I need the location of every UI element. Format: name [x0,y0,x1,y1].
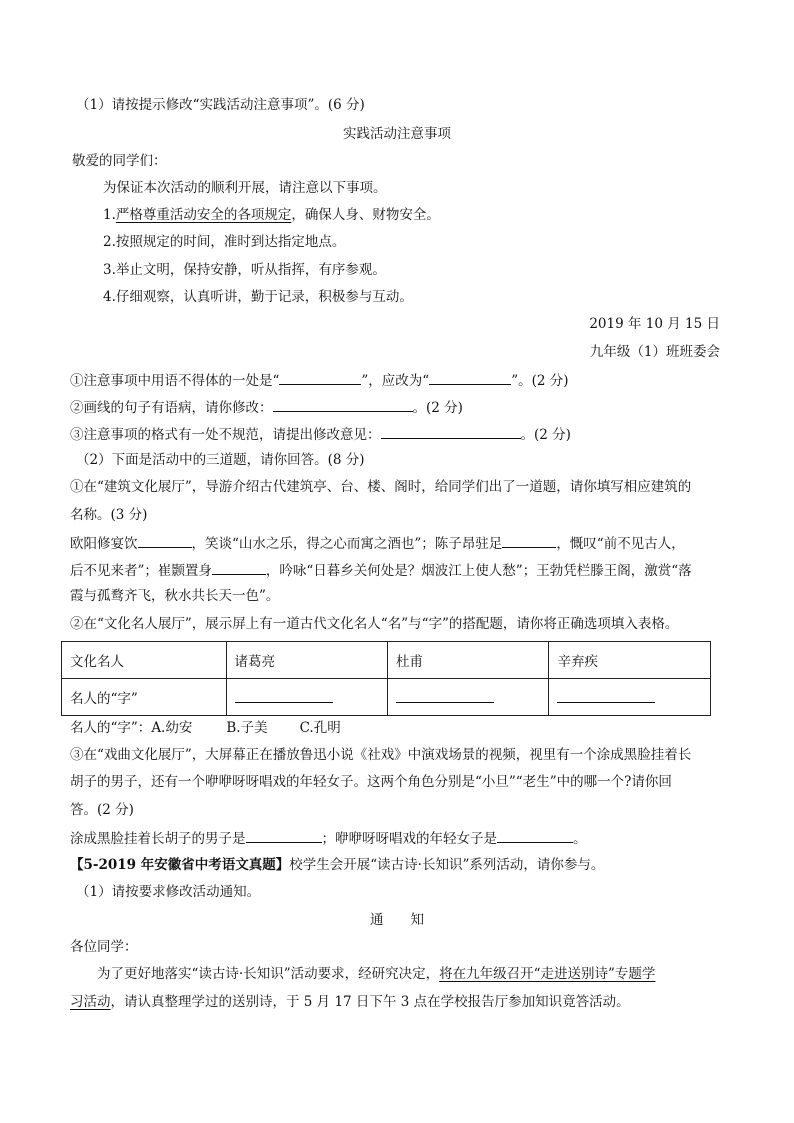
option-b: B.子美 [226,720,268,736]
para-l2-b: ，请认真整理学过的送别诗，于 5 月 17 日下午 3 点在学校报告厅参加知识竟答活动。 [110,994,630,1010]
notice-item-4: 4.仔细观察，认真听讲，勤于记录，积极参与互动。 [103,289,413,305]
intro-text: 为保证本次活动的顺利开展，请注意以下事项。 [103,180,387,196]
ans-text-c: 。 [573,831,587,847]
sub-question-2 [70,397,463,417]
notice-signature: 九年级（1）班班委会 [589,344,720,360]
table-cell: 名人的“字” [62,679,227,716]
sub1-text-b: ”，应改为“ [361,373,430,389]
table-cell: 诸葛亮 [226,642,387,679]
answer-blank[interactable] [279,370,361,385]
exam-source-tag: 【5-2019 年安徽省中考语文真题】 [70,857,290,873]
notice-date: 2019 年 10 月 15 日 [589,316,720,332]
notice-2-title [0,911,794,929]
sub3-text-a: ③注意事项的格式有一处不规范，请提出修改意见： [70,427,381,443]
name-matching-table [61,641,711,716]
question-2-header: （2）下面是活动中的三道题，请你回答。(8 分) [76,452,365,468]
para-l1-a: 为了更好地落实“读古诗·长知识”活动要求，经研究决定， [97,966,440,982]
notice-item-2: 2.按照规定的时间，准时到达指定地点。 [103,234,346,250]
answer-blank[interactable] [497,828,573,843]
ans-text-b: ；咿咿呀呀唱戏的年轻女子是 [321,831,497,847]
answer-blank[interactable] [138,533,192,548]
answer-blank[interactable] [429,370,511,385]
question-2a-line-1: ①在“建筑文化展厅”，导游介绍古代建筑亭、台、楼、阁时，给同学们出了一道题，请你填写相应建筑的 [70,479,692,495]
answer-blank[interactable] [396,688,494,703]
poem-l2-a: 后不见来者”；崔颢置身 [70,563,212,579]
notice-item-1 [103,206,440,224]
notice-title-text: 实践活动注意事项 [343,126,451,142]
sub-question-3 [70,424,571,444]
poem-passage-line-2 [70,560,692,580]
notice-title [0,125,794,143]
poem-passage-line-1 [70,533,685,553]
option-c: C.孔明 [299,720,341,736]
notice-item-3: 3.举止文明，保持安静，听从指挥，有序参观。 [103,262,386,278]
option-a: A.幼安 [151,720,193,736]
greeting: 敬爱的同学们： [72,153,167,169]
item-1-prefix: 1. [103,207,116,223]
poem-l2-b: ，吟咏“日暮乡关何处是？烟波江上使人愁”；王勃凭栏滕王阁，激赏“落 [265,563,692,579]
table-answer-cell[interactable] [387,679,548,716]
table-cell: 杜甫 [387,642,548,679]
answer-blank[interactable] [381,424,521,439]
question-1-header: （1）请按提示修改“实践活动注意事项”。(6 分) [76,97,365,113]
answer-blank[interactable] [557,688,655,703]
sub3-text-b: 。(2 分) [520,427,571,443]
poem-passage-line-3: 霞与孤鹜齐飞，秋水共长天一色”。 [70,588,280,604]
notice-2-greeting: 各位同学： [70,939,138,955]
table-answer-cell[interactable] [226,679,387,716]
poem-l1-b: ，笑谈“山水之乐，得之心而寓之酒也”；陈子昂驻足 [191,536,503,552]
table-cell: 文化名人 [62,642,227,679]
poem-l1-c: ，慨叹“前不见古人， [556,536,685,552]
table-answer-cell[interactable] [549,679,711,716]
table-row [62,679,711,716]
notice-2-para-line-2 [70,993,630,1011]
ans-text-a: 涂成黑脸挂着长胡子的男子是 [70,831,246,847]
question-2c-answer [70,828,587,848]
answer-blank[interactable] [212,560,266,575]
exam-source-line [70,856,604,874]
question-2c-line-1: ③在“戏曲文化展厅”，大屏幕正在播放鲁迅小说《社戏》中演戏场景的视频，视里有一个涂成黑脸挂着长 [70,747,692,763]
notice-2-title-text: 通 知 [370,912,424,928]
poem-l1-a: 欧阳修宴饮 [70,536,138,552]
answer-blank[interactable] [273,397,413,412]
question-2b: ②在“文化名人展厅”，展示屏上有一道古代文化名人“名”与“字”的搭配题，请你将正确选项填入表格。 [70,616,679,632]
sub-question-1 [70,370,569,390]
para-l1-underlined: 将在九年级召开“走进送别诗”专题学 [439,966,656,982]
table-cell: 辛弃疾 [549,642,711,679]
question-2c-line-3: 答。(2 分) [70,802,134,818]
sub1-text-a: ①注意事项中用语不得体的一处是“ [70,373,280,389]
table-header-row [62,642,711,679]
section-3-question-1: （1）请按要求修改活动通知。 [76,884,261,900]
question-2c-line-2: 胡子的男子，还有一个咿咿呀呀唱戏的年轻女子。这两个角色分别是“小旦”“老生”中的哪一个?请你回 [70,774,672,790]
answer-blank[interactable] [235,688,333,703]
item-1-rest: ，确保人身、财物安全。 [291,207,440,223]
question-2a-line-2: 名称。(3 分) [70,507,148,523]
sub2-text-b: 。(2 分) [412,400,463,416]
options-label: 名人的“字”： [70,720,152,736]
sub2-text-a: ②画线的句子有语病，请你修改： [70,400,273,416]
sub1-text-c: ”。(2 分) [511,373,569,389]
answer-blank[interactable] [246,828,322,843]
para-l2-underlined: 习活动 [70,994,111,1010]
exam-source-rest: 校学生会开展“读古诗·长知识”系列活动，请你参与。 [289,857,605,873]
item-1-underlined-sentence: 严格尊重活动安全的各项规定 [115,207,292,223]
notice-2-para-line-1 [97,965,655,983]
answer-blank[interactable] [502,533,556,548]
options-line [70,719,341,737]
